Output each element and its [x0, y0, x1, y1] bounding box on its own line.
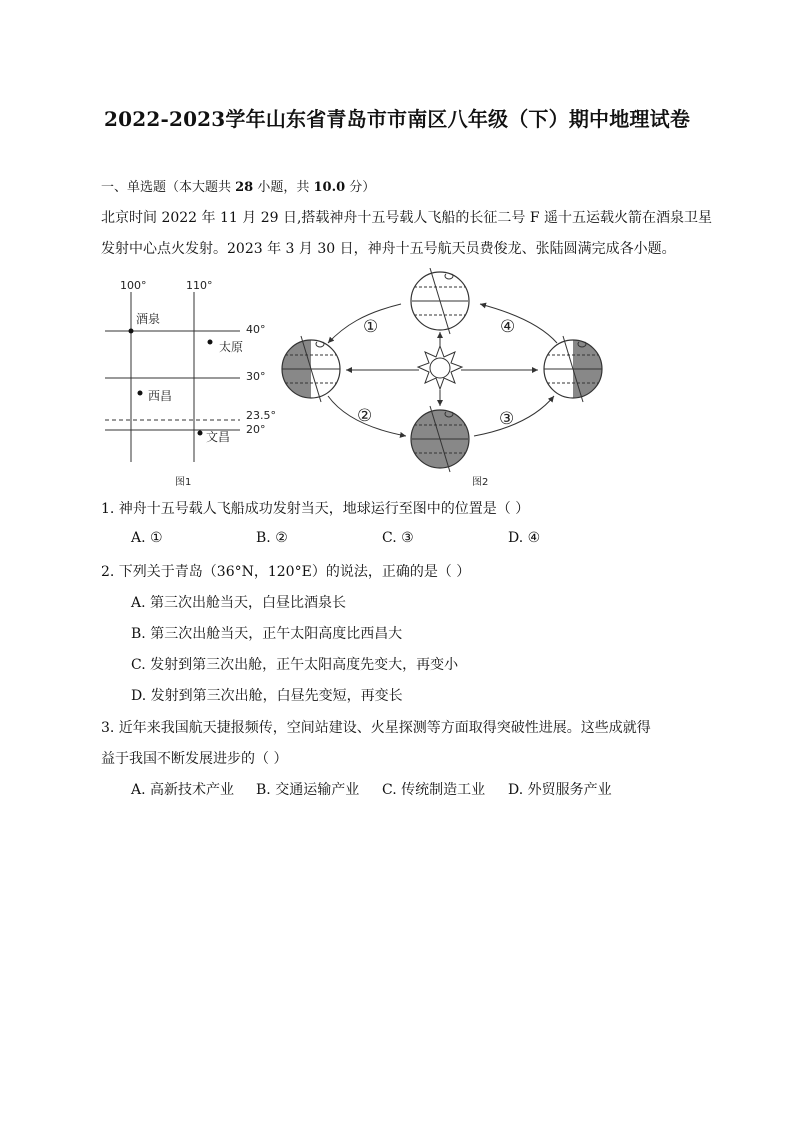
city-dot-wenchang	[198, 431, 203, 436]
q3-option-c[interactable]: C. 传统制造工业	[382, 782, 486, 798]
q2-option-b[interactable]: B. 第三次出舱当天，正午太阳高度比西昌大	[131, 626, 403, 642]
earth-right	[544, 336, 602, 402]
q1-option-a[interactable]: A. ①	[131, 530, 163, 546]
question-3-stem-line-2: 益于我国不断发展进步的（ ）	[101, 751, 288, 767]
lat-label-23-5: 23.5°	[246, 409, 276, 422]
section-heading	[101, 176, 375, 195]
section-prefix: 一、单选题（本大题共	[101, 180, 236, 195]
q3-option-b[interactable]: B. 交通运输产业	[256, 782, 360, 798]
lat-label-20: 20°	[246, 423, 266, 436]
question-count: 28	[235, 180, 254, 195]
sun-icon	[418, 346, 462, 389]
city-dot-taiyuan	[208, 340, 213, 345]
city-dot-jiuquan	[129, 329, 134, 334]
lat-label-30: 30°	[246, 370, 266, 383]
position-label-1: ①	[363, 317, 379, 337]
q1-option-c[interactable]: C. ③	[382, 530, 414, 546]
city-label-xichang: 西昌	[148, 389, 173, 403]
question-3-stem-line-1: 3. 近年来我国航天捷报频传，空间站建设、火星探测等方面取得突破性进展。这些成就得	[101, 720, 651, 736]
city-label-jiuquan: 酒泉	[136, 312, 161, 326]
orbit-arc-4	[480, 304, 557, 343]
intro-passage	[101, 203, 713, 265]
q1-option-d[interactable]: D. ④	[508, 530, 541, 546]
q2-option-c[interactable]: C. 发射到第三次出舱，正午太阳高度先变大，再变小	[131, 657, 459, 673]
figure-1-map	[100, 272, 290, 492]
intro-line-2: 发射中心点火发射。2023 年 3 月 30 日，神舟十五号航天员费俊龙、张陆圆满完成各小题。	[101, 241, 676, 257]
intro-line-1: 北京时间 2022 年 11 月 29 日,搭载神舟十五号载人飞船的长征二号 F 遥十五运载火箭在酒泉卫星	[101, 210, 713, 226]
section-suffix: 分）	[345, 180, 376, 195]
q2-option-a[interactable]: A. 第三次出舱当天，白昼比酒泉长	[131, 595, 347, 611]
figure-1-caption: 图1	[175, 477, 192, 488]
q3-option-a[interactable]: A. 高新技术产业	[131, 782, 235, 798]
section-mid: 小题，共	[253, 180, 314, 195]
page-title: 2022-2023学年山东省青岛市市南区八年级（下）期中地理试卷	[103, 107, 691, 131]
lat-label-40: 40°	[246, 323, 266, 336]
earth-bottom	[411, 406, 469, 472]
position-label-3: ③	[499, 409, 515, 429]
q2-option-d[interactable]: D. 发射到第三次出舱，白昼先变短，再变长	[131, 688, 403, 704]
question-1-stem: 1. 神舟十五号载人飞船成功发射当天，地球运行至图中的位置是（ ）	[101, 501, 530, 517]
figure-2-orbit	[274, 268, 610, 490]
city-dot-xichang	[138, 391, 143, 396]
earth-left	[282, 336, 340, 402]
lon-label-100: 100°	[120, 279, 147, 292]
lon-label-110: 110°	[186, 279, 213, 292]
city-label-wenchang: 文昌	[206, 430, 231, 444]
position-label-4: ④	[500, 317, 516, 337]
position-label-2: ②	[357, 406, 373, 426]
earth-top	[411, 268, 469, 334]
q1-option-b[interactable]: B. ②	[256, 530, 288, 546]
question-2-stem: 2. 下列关于青岛（36°N，120°E）的说法，正确的是（ ）	[101, 564, 471, 580]
city-label-taiyuan: 太原	[219, 340, 244, 354]
q3-option-d[interactable]: D. 外贸服务产业	[508, 782, 612, 798]
total-score: 10.0	[313, 180, 346, 195]
figure-2-caption: 图2	[472, 477, 489, 488]
